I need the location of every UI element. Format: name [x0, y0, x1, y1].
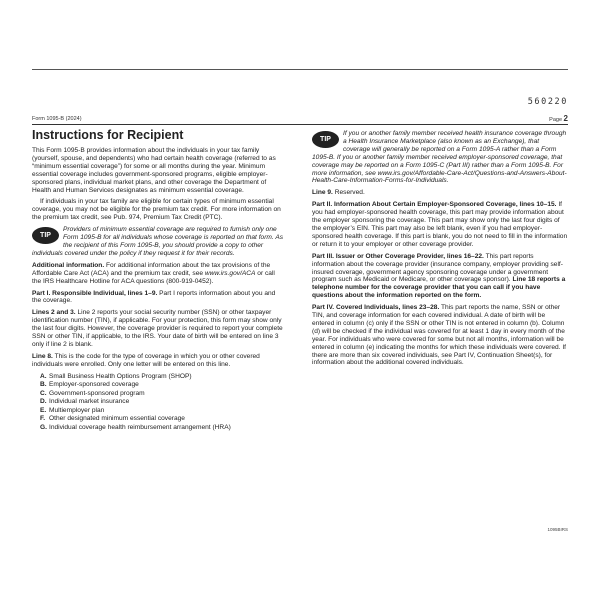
right-column	[312, 130, 568, 371]
line-8-paragraph	[32, 353, 285, 369]
code-letter: F.	[40, 415, 46, 423]
code-text: Employer-sponsored coverage	[49, 381, 139, 389]
top-rule	[32, 69, 568, 70]
tip-text-right	[312, 130, 568, 185]
additional-info-text: For additional information about the tax provisions of the Affordable Care Act (ACA) and the premium tax credit, see	[32, 261, 271, 277]
intro-paragraph: This Form 1095-B provides information about the individuals in your tax family (yourself, spouse, and dependents) who had certain health coverage (referred to as “minimum essential coverage”) for some or all months during the year. Minimum essential coverage includes government-sponsored programs, eligible employer-sponsored plans, individual market plans, and other coverage the Department of Health and Human Services designates as minimum essential coverage.	[32, 147, 276, 194]
page-number	[549, 114, 568, 123]
left-column	[32, 128, 285, 432]
part2-text: If you had employer-sponsored health coverage, this part may provide information about the employer sponsoring the coverage. This part may show only the last four digits of the employer’s EIN. This part may also be left blank, even if you had employer-sponsored health coverage. If this part is blank, you do not need to fill in the information or return it to your employer or other coverage provider.	[312, 201, 568, 248]
list-item	[40, 407, 285, 415]
form-header-left: Form 1095-B (2024)	[32, 116, 82, 122]
additional-info-paragraph	[32, 262, 285, 286]
line-9-text: Reserved.	[332, 189, 365, 197]
lines-2-3-paragraph	[32, 309, 285, 349]
list-item	[40, 424, 285, 432]
part4-text: This part reports the name, SSN or other TIN, and coverage information for each covered individual. A date of birth will be entered in column (c) only if the SSN or other TIN is not entered in column (b). Column (d) will be checked if the individual was covered for at least 1 day in every month of the year. For individuals who were covered for some but not all months, information will be entered in column (e) indicating the months for which these individuals were covered. If there are more than six covered individuals, see Part IV, Continuation Sheet(s), for information about the additional covered individuals.	[312, 304, 566, 367]
tip-text: Providers of minimum essential coverage are required to furnish only one Form 1095-B for all individuals whose coverage is reported on that form. As the recipient of this Form 1095-B, you should provide a copy to other individuals covered under the policy if they request it for their records.	[32, 226, 284, 257]
code-text: Other designated minimum essential coverage	[49, 415, 185, 423]
code-text: Individual market insurance	[49, 398, 130, 406]
tip-box-right	[312, 130, 568, 185]
line-8-heading: Line 8.	[32, 352, 53, 360]
additional-info-heading: Additional information.	[32, 261, 105, 269]
tip-text-b: .	[446, 177, 449, 185]
code-letter: E.	[40, 406, 47, 414]
line-9-heading: Line 9.	[312, 189, 333, 197]
code-text: Small Business Health Options Program (SHOP)	[49, 372, 192, 380]
line-9-paragraph	[312, 189, 568, 197]
code-text: Multiemployer plan	[49, 406, 105, 414]
irs-faq-link[interactable]: www.irs.gov/Affordable-Care-Act/Questions-and-Answers-About-Health-Care-Information-Forms-for-Individuals	[312, 169, 567, 185]
page-title: Instructions for Recipient	[32, 128, 184, 142]
code-letter: C.	[40, 389, 47, 397]
list-item	[40, 381, 285, 389]
list-item	[40, 373, 285, 381]
additional-info-text-2: or call the IRS Healthcare Hotline for ACA questions (800-919-0452).	[32, 269, 275, 285]
part3-paragraph	[312, 253, 568, 300]
form-code-top: 560220	[527, 97, 568, 107]
code-text: Government-sponsored program	[49, 389, 145, 397]
code-letter: A.	[40, 372, 47, 380]
aca-link[interactable]: www.irs.gov/ACA	[204, 269, 256, 277]
part1-heading: Part I. Responsible Individual, lines 1–9.	[32, 289, 158, 297]
lines-2-3-heading: Lines 2 and 3.	[32, 309, 76, 317]
part4-paragraph	[312, 304, 568, 367]
code-letter: B.	[40, 381, 47, 389]
part3-heading: Part III. Issuer or Other Coverage Provider, lines 16–22.	[312, 252, 484, 260]
lines-2-3-text: Line 2 reports your social security number (SSN) or other taxpayer identification number (TIN), if applicable. For your protection, this form may show only the last four digits. However, the coverage provider is required to report your complete SSN or other TIN, if applicable, to the IRS. Your date of birth will be entered on line 3 only if line 2 is blank.	[32, 309, 283, 348]
tip-text-a: If you or another family member received health insurance coverage through a Health Insurance Marketplace (also known as an Exchange), that coverage will generally be reported on a Form 1095-A rather than a Form 1095-B. If you or another family member received employer-sponsored coverage, that coverage may be reported on a Form 1095-C (Part III) rather than a Form 1095-B. For more information, see	[312, 130, 567, 177]
list-item	[40, 415, 285, 423]
part2-heading: Part II. Information About Certain Employer-Sponsored Coverage, lines 10–15.	[312, 201, 557, 209]
form-code-bottom: 1095BIRS	[547, 527, 568, 532]
part1-text: Part I reports information about you and the coverage.	[32, 289, 276, 305]
code-letter: D.	[40, 398, 47, 406]
page-num: 2	[563, 114, 568, 123]
part1-paragraph	[32, 290, 285, 306]
page-word: Page	[549, 117, 563, 123]
coverage-code-list	[40, 373, 285, 432]
ptc-paragraph: If individuals in your tax family are eligible for certain types of minimum essential coverage, you may not be eligible for the premium tax credit. For more information on the premium tax credit, see Pub. 974, Premium Tax Credit (PTC).	[32, 198, 281, 222]
tip-icon: TIP	[32, 227, 59, 244]
code-letter: G.	[40, 423, 47, 431]
list-item	[40, 390, 285, 398]
part3-bold-text: Line 18 reports a telephone number for the coverage provider that you can call if you have questions about the information reported on the form.	[312, 276, 566, 300]
list-item	[40, 398, 285, 406]
line-8-text: This is the code for the type of coverage in which you or other covered individuals were enrolled. Only one letter will be entered on this line.	[32, 352, 260, 368]
tip-box	[32, 226, 285, 258]
part4-heading: Part IV. Covered Individuals, lines 23–28.	[312, 304, 440, 312]
form-header	[32, 112, 568, 125]
tip-icon: TIP	[312, 131, 339, 148]
part2-paragraph	[312, 201, 568, 248]
code-text: Individual coverage health reimbursement arrangement (HRA)	[49, 423, 231, 431]
part3-text: This part reports information about the coverage provider (insurance company, employer providing self-insured coverage, government agency sponsoring coverage under a government program such as Medicaid or Medicare, or other coverage sponsor).	[312, 252, 563, 284]
